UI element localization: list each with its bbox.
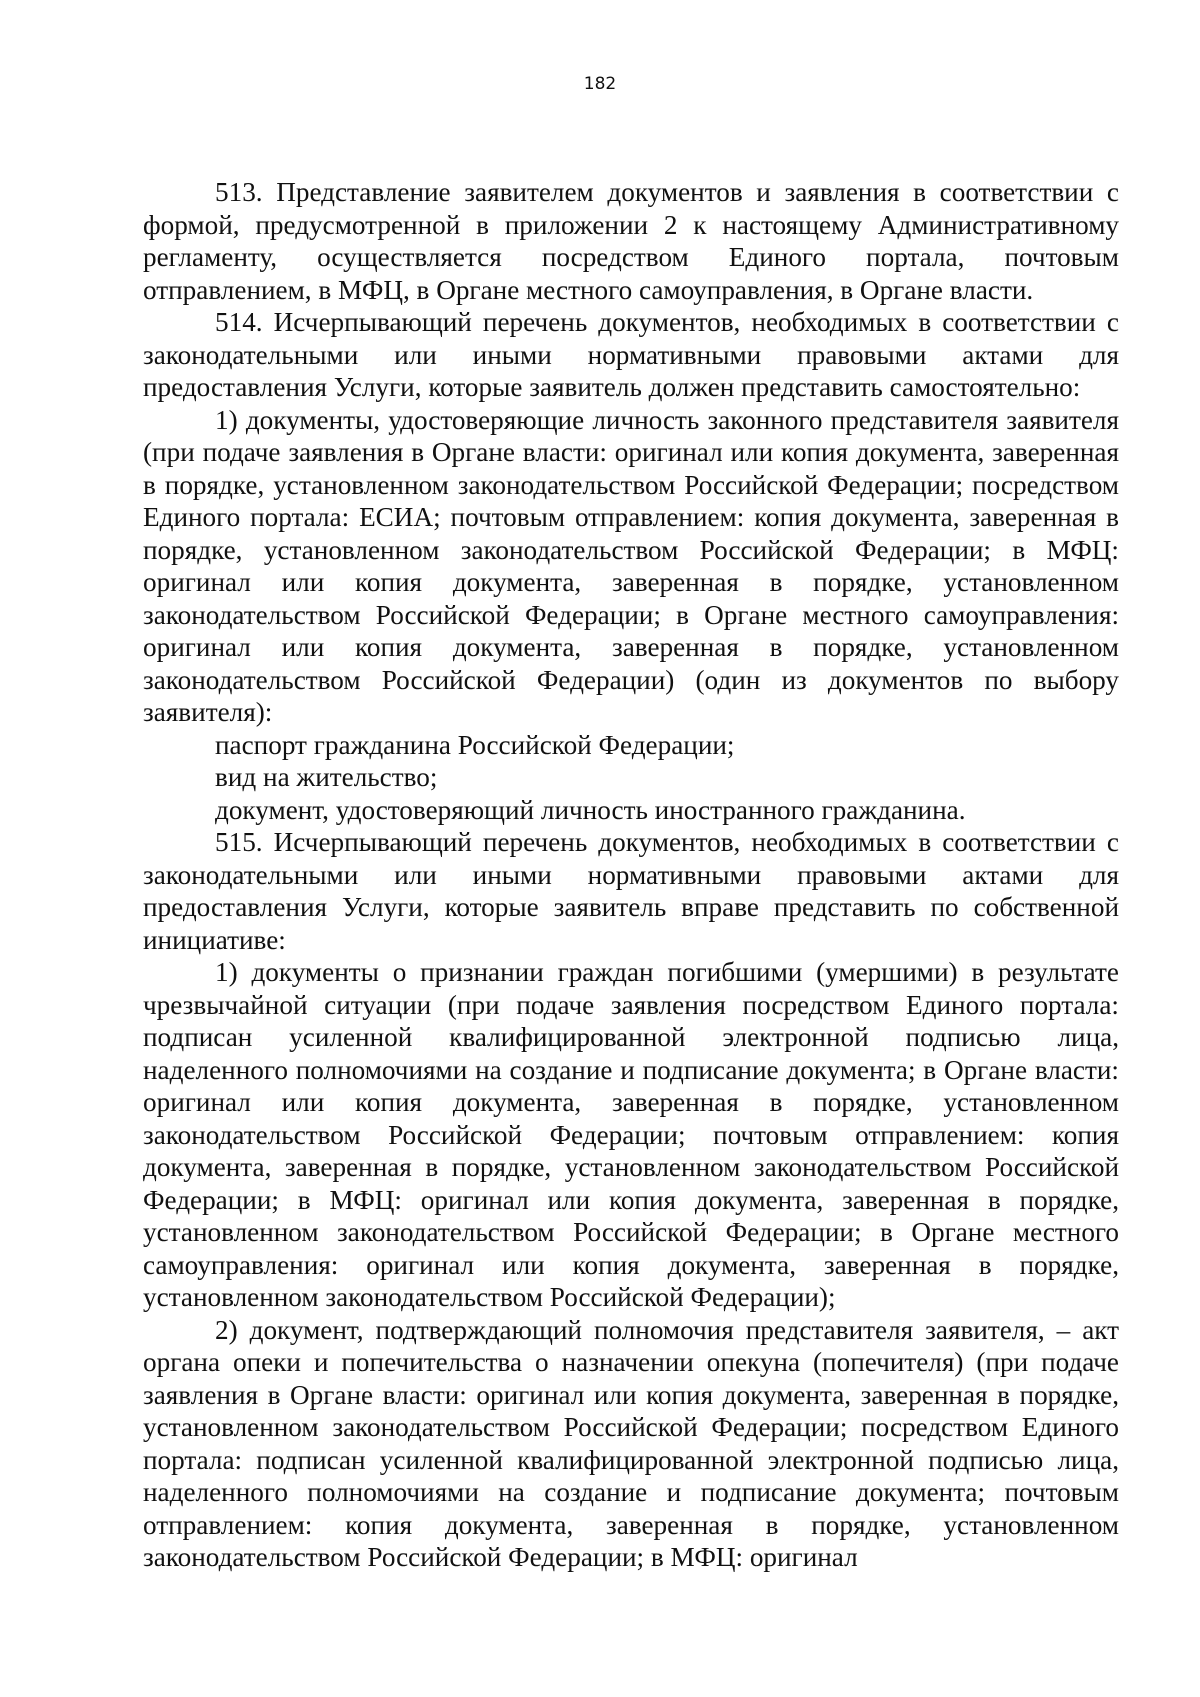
list-item-residence-permit: вид на жительство; bbox=[215, 762, 438, 792]
paragraph-513: 513. Представление заявителем документов и заявления в соответствии с формой, предусмотренной в приложении 2 к настоящему Административному регламенту, осуществляется посредством Единого портала, почтовым отправлением, в МФЦ, в Органе местного самоуправления, в Органе власти. bbox=[143, 177, 1119, 305]
paragraph-514-item-1: 1) документы, удостоверяющие личность законного представителя заявителя (при подаче заявления в Органе власти: оригинал или копия документа, заверенная в порядке, установленном законодательством Российской Федерации; посредством Единого портала: ЕСИА; почтовым отправлением: копия документа, заверенная в порядке, установленном законодательством Российской Федерации; в МФЦ: оригинал или копия документа, заверенная в порядке, установленном законодательством Российской Федерации; в Органе местного самоуправления: оригинал или копия документа, заверенная в порядке, установленном законодательством Российской Федерации) (один из документов по выбору заявителя): bbox=[143, 404, 1119, 727]
page-number: 182 bbox=[583, 74, 617, 94]
paragraph-515: 515. Исчерпывающий перечень документов, необходимых в соответствии с законодательными или иными нормативными правовыми актами для предоставления Услуги, которые заявитель вправе представить по собственной инициативе: bbox=[143, 827, 1119, 955]
list-item-passport: паспорт гражданина Российской Федерации; bbox=[215, 729, 735, 760]
document-body bbox=[143, 176, 1119, 1574]
paragraph-515-item-2: 2) документ, подтверждающий полномочия представителя заявителя, – акт органа опеки и попечительства о назначении опекуна (попечителя) (при подаче заявления в Органе власти: оригинал или копия документа, заверенная в порядке, установленном законодательством Российской Федерации; посредством Единого портала: подписан усиленной квалифицированной электронной подписью лица, наделенного полномочиями на создание и подписание документа; почтовым отправлением: копия документа, заверенная в порядке, установленном законодательством Российской Федерации; в МФЦ: оригинал bbox=[143, 1314, 1119, 1572]
paragraph-515-item-1: 1) документы о признании граждан погибшими (умершими) в результате чрезвычайной ситуации (при подаче заявления посредством Единого портала: подписан усиленной квалифицированной электронной подписью лица, наделенного полномочиями на создание и подписание документа; в Органе власти: оригинал или копия документа, заверенная в порядке, установленном законодательством Российской Федерации; почтовым отправлением: копия документа, заверенная в порядке, установленном законодательством Российской Федерации; в МФЦ: оригинал или копия документа, заверенная в порядке, установленном законодательством Российской Федерации; в Органе местного самоуправления: оригинал или копия документа, заверенная в порядке, установленном законодательством Российской Федерации); bbox=[143, 957, 1119, 1312]
list-item-foreign-id: документ, удостоверяющий личность иностранного гражданина. bbox=[215, 794, 966, 825]
paragraph-514: 514. Исчерпывающий перечень документов, необходимых в соответствии с законодательными или иными нормативными правовыми актами для предоставления Услуги, которые заявитель должен представить самостоятельно: bbox=[143, 307, 1119, 402]
